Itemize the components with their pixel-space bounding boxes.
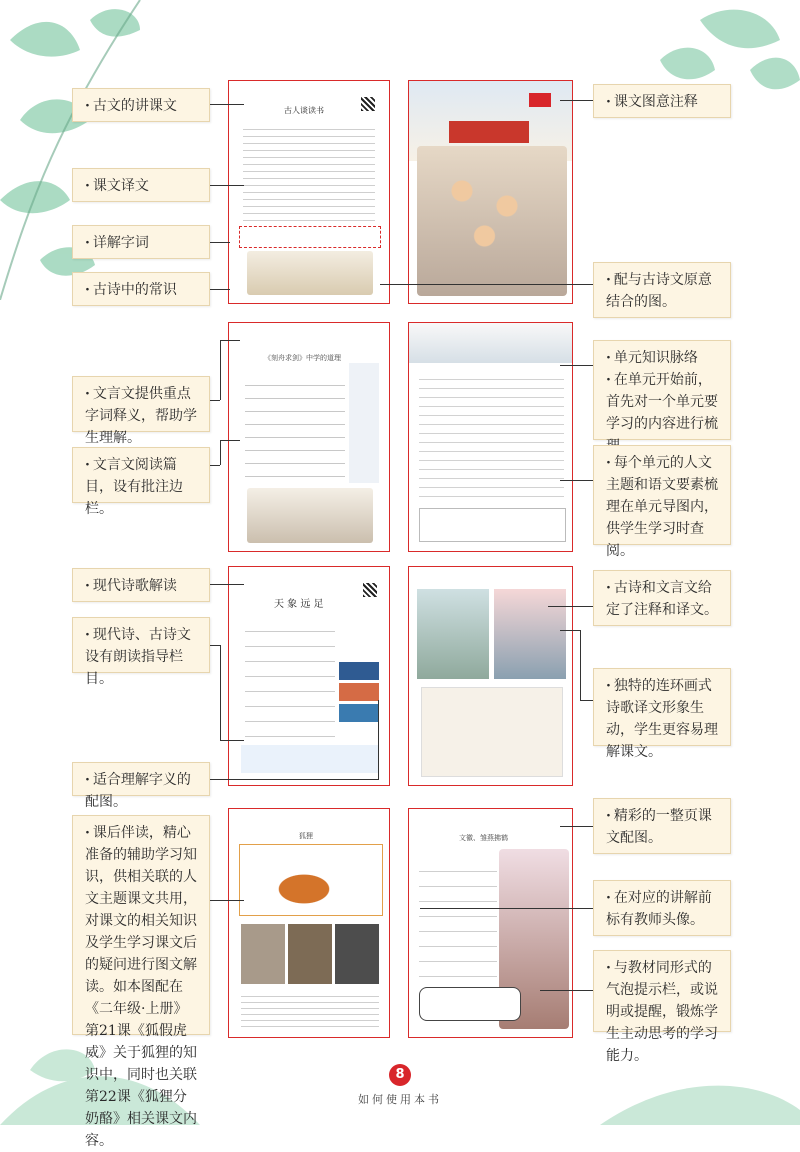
callout-bubble-tips: · 与教材同形式的气泡提示栏，或说明或提醒，锻炼学生主动思考的学习能力。 [593,950,731,1032]
page-title: 《刻舟求剑》中学的道理 [264,354,341,362]
comic-panel-2 [494,589,566,679]
callout-classical-keyword-notes: · 文言文提供重点字词释义，帮助学生理解。 [72,376,210,432]
connector-line [210,645,220,646]
callout-text-translation: · 课文译文 [72,168,210,202]
poem-scroll [421,687,563,777]
connector-line [210,900,244,901]
callout-unit-map: · 每个单元的人文主题和语文要素梳理在单元导图内，供学生学习时查阅。 [593,445,731,545]
connector-line [210,400,220,401]
connector-line [220,740,244,741]
callout-teacher-avatar: · 在对应的讲解前标有教师头像。 [593,880,731,936]
explanation-box [239,226,381,248]
info-boxes [239,844,383,916]
connector-line [220,340,221,400]
connector-line [560,480,593,481]
thumbnail-full-illustration-page [408,808,573,1038]
connector-line [378,700,379,780]
callout-poetry-knowledge: · 古诗中的常识 [72,272,210,306]
qr-code [363,583,377,597]
scenery-images [339,662,379,722]
connector-line [210,242,230,243]
callout-matching-illustration: · 配与古诗文原意结合的图。 [593,262,731,318]
page-title: 文徽、雏燕拂鹤 [459,834,508,842]
connector-line [540,990,593,991]
thumbnail-unit-map-page [408,322,573,552]
connector-line [210,584,244,585]
thumbnail-ancient-text-page [228,80,390,304]
connector-line [420,908,593,909]
fox-photos [241,924,379,984]
tiananmen-gate [449,121,529,143]
callout-full-page-illustration: · 精彩的一整页课文配图。 [593,798,731,854]
callout-modern-poetry: · 现代诗歌解读 [72,568,210,602]
callout-reading-guidance: · 现代诗、古诗文设有朗读指导栏目。 [72,617,210,673]
text-lines [245,373,345,483]
children-crowd-illustration [417,146,567,296]
connector-line [210,465,220,466]
thumbnail-after-class-reading-page [228,808,390,1038]
page-title: 古人谈读书 [284,106,324,115]
footer-title: 如何使用本书 [358,1093,442,1106]
connector-line [210,104,244,105]
connector-line [580,630,581,700]
reading-guide-box [241,745,379,773]
connector-line [560,826,593,827]
callout-illustration-notes: · 课文图意注释 [593,84,731,118]
connector-line [548,606,593,607]
text-lines [243,123,375,223]
callout-classical-reading: · 文言文阅读篇目，设有批注边栏。 [72,447,210,503]
callout-word-explanation: · 详解字词 [72,225,210,259]
connector-line [560,630,580,631]
connector-line [220,340,240,341]
connector-line [380,284,593,285]
callout-unit-outline: · 单元知识脉络 · 在单元开始前，首先对一个单元要学习的内容进行梳 [593,340,731,440]
flag-icon [529,93,551,107]
annotation-sidebar [349,363,379,483]
callout-ancient-text-explanation: · 古文的讲课文 [72,88,210,122]
callout-comic-translation: · 独特的连环画式诗歌译文形象生动，学生更容易理解课文。 [593,668,731,746]
comic-panel-1 [417,589,489,679]
bubble-tip [419,987,521,1021]
mountain-banner [409,323,573,363]
poem-lines [245,617,335,737]
connector-line [210,185,244,186]
scholar-illustration [247,251,373,295]
thumbnail-illustration-page [408,80,573,304]
connector-line [580,700,593,701]
story-illustration [247,488,373,543]
connector-line [210,779,378,780]
connector-line [210,289,230,290]
callout-notes-translation: · 古诗和文言文给定了注释和译文。 [593,570,731,626]
callout-character-illustration: · 适合理解字义的配图。 [72,762,210,796]
thumbnail-classical-text-page [228,322,390,552]
page-title: 天 象 远 足 [274,599,324,610]
thumbnail-comic-translation-page [408,566,573,786]
page-number: 8 [389,1064,411,1086]
thumbnail-modern-poem-page [228,566,390,786]
connector-line [560,100,593,101]
unit-map-columns [419,371,564,501]
text-lines [241,991,379,1029]
connector-line [560,365,593,366]
callout-after-class-reading: · 课后伴读，精心准备的辅助学习知识，供相关联的人文主题课文共用，对课文的相关知识及学生学习课文后的疑问进行图文解读。如本图配在《二年级·上册》第21课《狐假虎威》关于狐狸的知识中，同时也关联第22课《狐狸分奶酪》相关课文内容。 [72,815,210,1035]
text-lines [419,857,497,977]
unit-map-table [419,508,566,542]
connector-line [220,440,221,465]
page-title: 狐狸 [299,832,313,840]
qr-code [361,97,375,111]
connector-line [220,645,221,740]
connector-line [220,440,240,441]
